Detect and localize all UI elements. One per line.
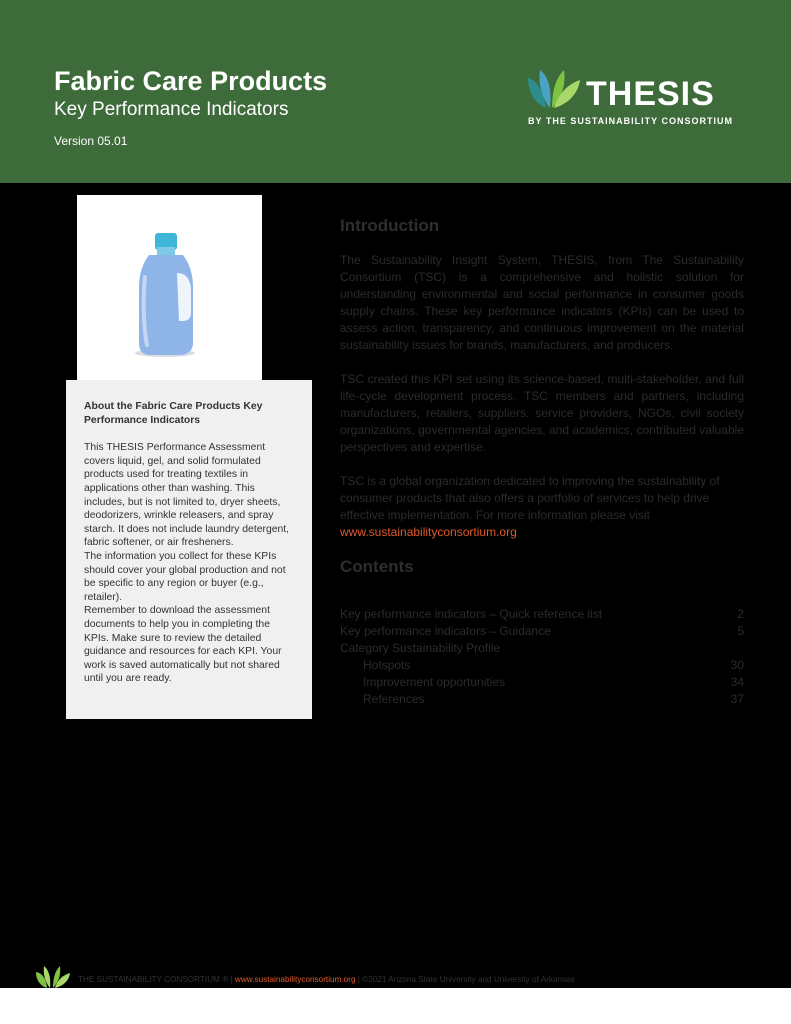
toc-page: 34 [730, 675, 744, 689]
leaf-icon [524, 64, 582, 110]
toc-item[interactable] [340, 623, 744, 640]
logo-wordmark: THESIS [586, 75, 715, 113]
thesis-logo [524, 64, 744, 130]
toc-page: 37 [730, 692, 744, 706]
logo-tagline: BY THE SUSTAINABILITY CONSORTIUM [528, 116, 734, 126]
toc-item[interactable] [340, 606, 744, 623]
about-paragraph: The information you collect for these KPIs should cover your global production and not be specific to any region or buyer (e.g., retailer). [84, 550, 286, 603]
footer [0, 962, 791, 988]
toc-label: Category Sustainability Profile [340, 641, 501, 655]
contents-heading: Contents [340, 557, 414, 576]
page-subtitle: Key Performance Indicators [54, 99, 289, 120]
toc-label: Key performance indicators – Quick reference list [340, 607, 603, 621]
toc-item[interactable] [340, 674, 744, 691]
introduction-section [340, 214, 744, 579]
introduction-heading: Introduction [340, 216, 440, 235]
footer-copyright: | ©2021 Arizona State University and University of Arkansas [355, 975, 575, 984]
product-image [77, 195, 262, 382]
about-panel [66, 380, 312, 719]
tsc-website-link[interactable]: www.sustainabilityconsortium.org [340, 525, 517, 539]
about-title: About the Fabric Care Products Key Performance Indicators [84, 401, 263, 426]
toc-page: 5 [737, 624, 744, 638]
footer-website-link[interactable]: www.sustainabilityconsortium.org [234, 975, 356, 984]
toc-label: Key performance indicators – Guidance [340, 624, 551, 638]
toc-label: Hotspots [363, 658, 411, 672]
footer-org: THE SUSTAINABILITY CONSORTIUM ® | [78, 975, 235, 984]
intro-paragraph: TSC is a global organization dedicated to improving the sustainability of consumer products that also offers a portfolio of services to help drive effective implementation. For more information please visit [340, 474, 720, 522]
toc-item[interactable] [340, 640, 744, 657]
toc-item[interactable] [340, 691, 744, 708]
page-bottom-margin [0, 988, 791, 1024]
version-label: Version 05.01 [54, 134, 128, 148]
leaf-icon [34, 964, 72, 988]
toc-page: 30 [730, 658, 744, 672]
bottle-icon [77, 195, 262, 382]
toc-page: 2 [737, 607, 744, 621]
intro-paragraph: The Sustainability Insight System, THESIS, from The Sustainability Consortium (TSC) is a comprehensive and holistic solution for understanding environmental and social performance in consumer goods supply chains. These key performance indicators (KPIs) can be used to assess action, transparency, and continuous improvement on the material sustainability issues for brands, manufacturers, and producers. [340, 253, 744, 352]
header-banner [0, 0, 791, 183]
page-title: Fabric Care Products [54, 66, 328, 96]
toc-label: References [363, 692, 425, 706]
intro-paragraph: TSC created this KPI set using its science-based, multi-stakeholder, and full life-cycle development process. TSC members and partners, including manufacturers, retailers, suppliers, service providers, NGOs, civil society organizations, governmental agencies, and academics, contributed valuable perspectives and expertise. [340, 372, 744, 454]
about-paragraph: Remember to download the assessment documents to help you in completing the KPIs. Make sure to review the detailed guidance and resources for each KPI. Your work is saved automatically but not shared until you are ready. [84, 605, 282, 685]
toc-item[interactable] [340, 657, 744, 674]
contents-list [340, 606, 744, 708]
about-paragraph: This THESIS Performance Assessment covers liquid, gel, and solid formulated products used for treating textiles in applications other than washing. This includes, but is not limited to, dryer sheets, deodorizers, wrinkle releasers, and spray starch. It does not include laundry detergent, fabric softener, or air fresheners. [84, 442, 290, 549]
footer-text [78, 975, 575, 984]
toc-label: Improvement opportunities [363, 675, 506, 689]
